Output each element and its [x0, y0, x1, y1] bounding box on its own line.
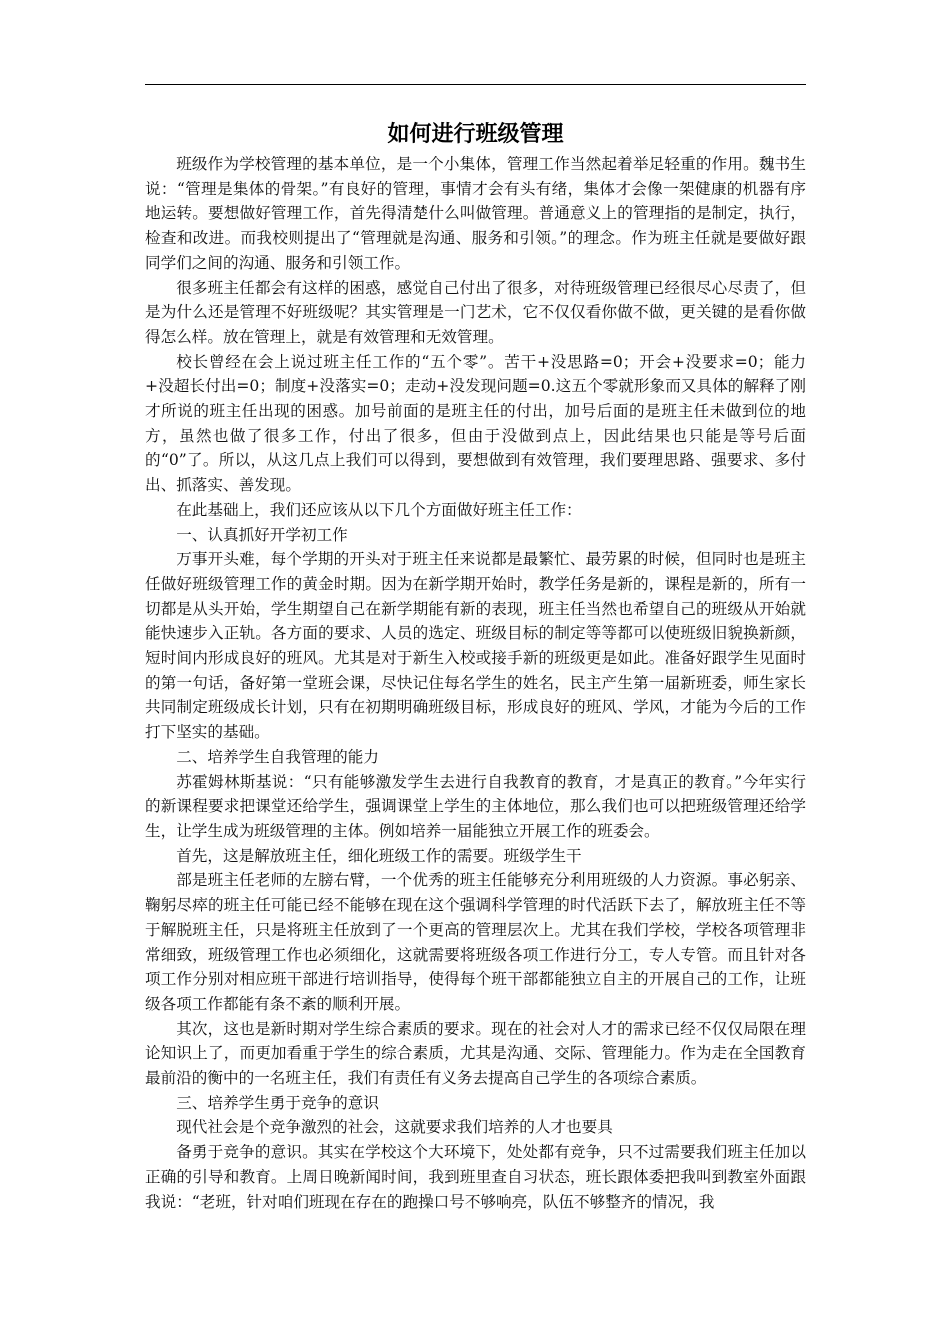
paragraph: 万事开头难，每个学期的开头对于班主任来说都是最繁忙、最劳累的时候，但同时也是班主任做好班级管理工作的黄金时期。因为在新学期开始时，教学任务是新的，课程是新的，所有一切都是从头开始，学生期望自己在新学期能有新的表现，班主任当然也希望自己的班级从开始就能快速步入正轨。各方面的要求、人员的选定、班级目标的制定等等都可以使班级旧貌换新颜，短时间内形成良好的班风。尤其是对于新生入校或接手新的班级更是如此。准备好跟学生见面时的第一句话，备好第一堂班会课，尽快记住每名学生的姓名，民主产生第一届新班委，师生家长共同制定班级成长计划，只有在初期明确班级目标，形成良好的班风、学风，才能为今后的工作打下坚实的基础。 [145, 550, 806, 742]
document-body [145, 152, 806, 1214]
paragraph: 校长曾经在会上说过班主任工作的“五个零”。苦干+没思路=0；开会+没要求=0；能力+没超长付出=0；制度+没落实=0；走动+没发现问题=0.这五个零就形象而又具体的解释了刚才所说的班主任出现的困惑。加号前面的是班主任的付出，加号后面的是班主任未做到位的地方，虽然也做了很多工作，付出了很多，但由于没做到点上，因此结果也只能是等号后面的“0”了。所以，从这几点上我们可以得到，要想做到有效管理，我们要理思路、强要求、多付出、抓落实、善发现。 [145, 352, 806, 495]
paragraph: 很多班主任都会有这样的困惑，感觉自己付出了很多，对待班级管理已经很尽心尽责了，但是为什么还是管理不好班级呢？其实管理是一门艺术，它不仅仅看你做不做，更关键的是看你做得怎么样。放在管理上，就是有效管理和无效管理。 [145, 278, 806, 346]
section-heading: 三、培养学生勇于竞争的意识 [176, 1093, 379, 1112]
paragraph: 现代社会是个竞争激烈的社会，这就要求我们培养的人才也要具 [176, 1118, 613, 1137]
paragraph: 其次，这也是新时期对学生综合素质的要求。现在的社会对人才的需求已经不仅仅局限在理论知识上了，而更加看重于学生的综合素质，尤其是沟通、交际、管理能力。作为走在全国教育最前沿的衡中的一名班主任，我们有责任有义务去提高自己学生的各项综合素质。 [145, 1019, 806, 1088]
document-title: 如何进行班级管理 [387, 122, 564, 147]
paragraph: 班级作为学校管理的基本单位，是一个小集体，管理工作当然起着举足轻重的作用。魏书生说：“管理是集体的骨架。”有良好的管理，事情才会有头有绪，集体才会像一架健康的机器有序地运转。要想做好管理工作，首先得清楚什么叫做管理。普通意义上的管理指的是制定，执行，检查和改进。而我校则提出了“管理就是沟通、服务和引领。”的理念。作为班主任就是要做好跟同学们之间的沟通、服务和引领工作。 [145, 155, 806, 272]
paragraph: 在此基础上，我们还应该从以下几个方面做好班主任工作： [176, 500, 582, 519]
section-heading: 二、培养学生自我管理的能力 [176, 747, 379, 766]
paragraph: 备勇于竞争的意识。其实在学校这个大环境下，处处都有竞争，只不过需要我们班主任加以正确的引导和教育。上周日晚新闻时间，我到班里查自习状态，班长跟体委把我叫到教室外面跟我说：“老班，针对咱们班现在存在的跑操口号不够响亮，队伍不够整齐的情况，我 [145, 1143, 806, 1211]
paragraph: 首先，这是解放班主任，细化班级工作的需要。班级学生干 [176, 846, 582, 865]
header-rule [145, 84, 806, 85]
paragraph: 苏霍姆林斯基说：“只有能够激发学生去进行自我教育的教育，才是真正的教育。”今年实行的新课程要求把课堂还给学生，强调课堂上学生的主体地位，那么我们也可以把班级管理还给学生，让学生成为班级管理的主体。例如培养一届能独立开展工作的班委会。 [145, 772, 806, 840]
section-heading: 一、认真抓好开学初工作 [176, 525, 348, 544]
paragraph: 部是班主任老师的左膀右臂，一个优秀的班主任能够充分利用班级的人力资源。事必躬亲、鞠躬尽瘁的班主任可能已经不能够在现在这个强调科学管理的时代活跃下去了，解放班主任不等于解脱班主任，只是将班主任放到了一个更高的管理层次上。尤其在我们学校，学校各项管理非常细致，班级管理工作也必须细化，这就需要将班级各项工作进行分工，专人专管。而且针对各项工作分别对相应班干部进行培训指导，使得每个班干部都能独立自主的开展自己的工作，让班级各项工作都能有条不紊的顺利开展。 [145, 871, 806, 1013]
